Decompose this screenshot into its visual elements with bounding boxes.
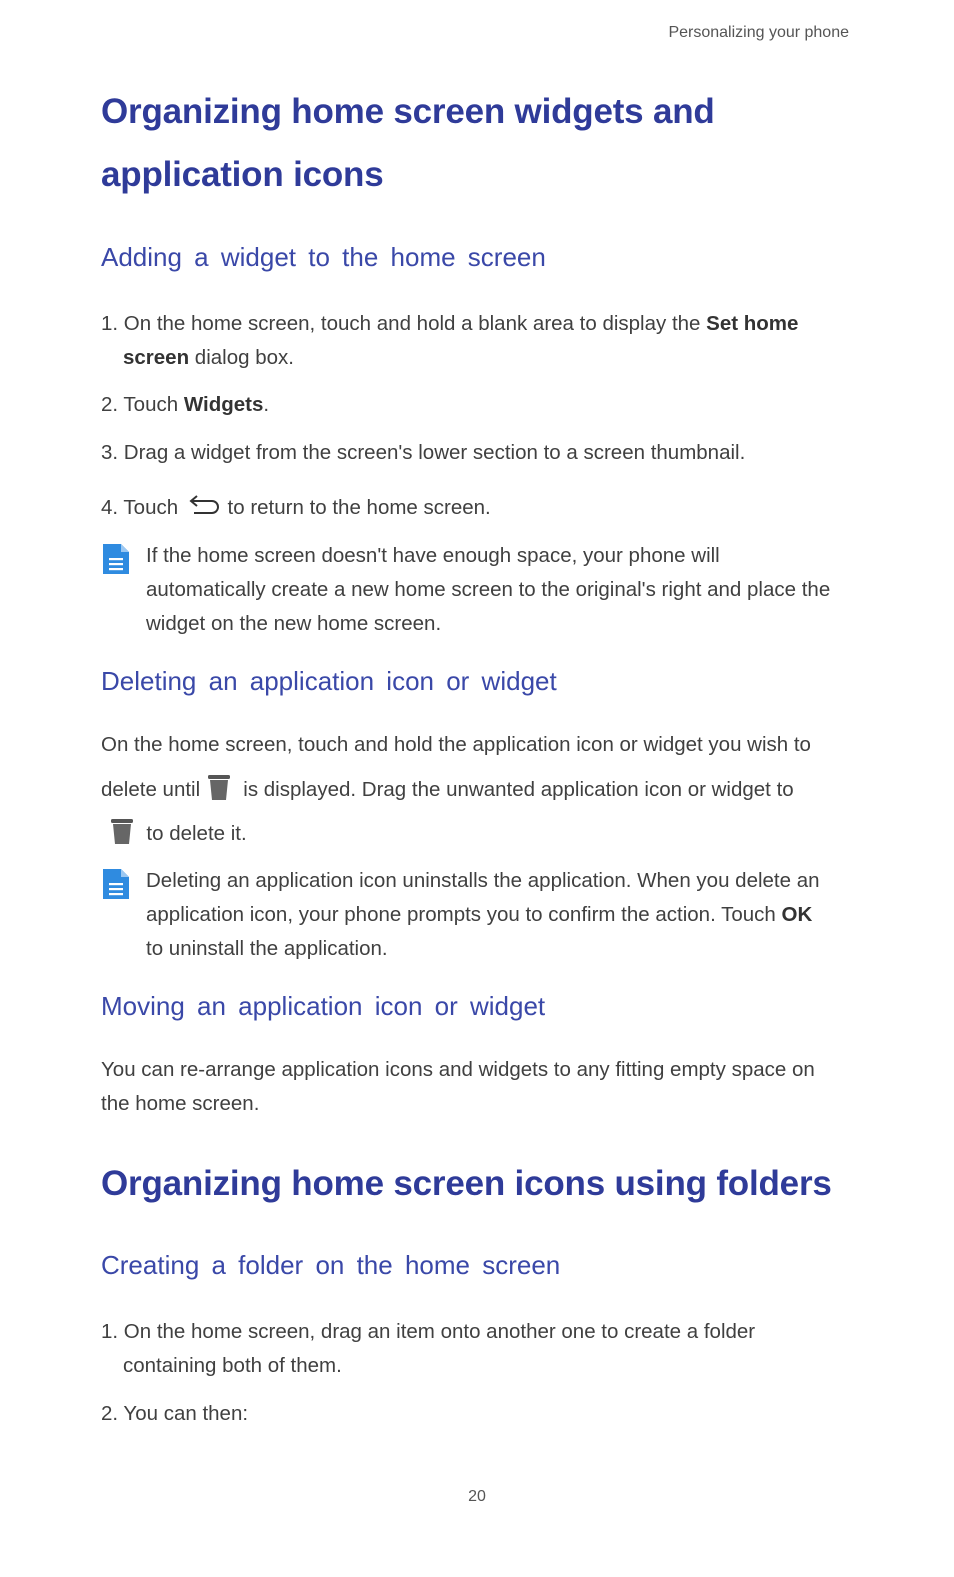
subheading-creating-folder: Creating a folder on the home screen (101, 1250, 561, 1280)
step-2: 2. Touch Widgets. (101, 393, 270, 416)
step-3: 3. Drag a widget from the screen's lower section to a screen thumbnail. (101, 441, 746, 464)
trash-can-icon (109, 816, 135, 846)
section-title-folders: Organizing home screen icons using folders (101, 1164, 832, 1203)
note-new-home-screen: If the home screen doesn't have enough space, your phone will automatically create a new home screen to the original's right and place the widget on the new home screen. (146, 544, 831, 635)
note-uninstall: Deleting an application icon uninstalls the application. When you delete an application icon, your phone prompts you to confirm the action. Touch OK to uninstall the application. (146, 869, 820, 960)
step-4: 4. Touch to return to the home screen. (101, 496, 491, 519)
subheading-moving: Moving an application icon or widget (101, 991, 546, 1021)
subheading-adding-widget: Adding a widget to the home screen (101, 242, 546, 272)
folder-step-2: 2. You can then: (101, 1402, 249, 1425)
page-number: 20 (468, 1488, 486, 1505)
running-header: Personalizing your phone (668, 24, 849, 41)
note-document-icon (101, 867, 131, 901)
note-document-icon (101, 542, 131, 576)
step-1: 1. On the home screen, touch and hold a blank area to display the Set home screen dialog box. (101, 312, 799, 369)
section-title-widgets: Organizing home screen widgets and application icons (101, 92, 715, 194)
deleting-line-2: delete until is displayed. Drag the unwanted application icon or widget to (101, 772, 794, 807)
subheading-deleting: Deleting an application icon or widget (101, 666, 557, 696)
deleting-line-1: On the home screen, touch and hold the application icon or widget you wish to (101, 733, 811, 756)
folder-step-1: 1. On the home screen, drag an item onto another one to create a folder containing both of them. (101, 1320, 756, 1377)
deleting-line-3: to delete it. (101, 816, 247, 851)
trash-can-icon (206, 772, 232, 802)
back-arrow-icon (184, 494, 222, 518)
moving-paragraph: You can re-arrange application icons and widgets to any fitting empty space on the home screen. (101, 1058, 815, 1115)
